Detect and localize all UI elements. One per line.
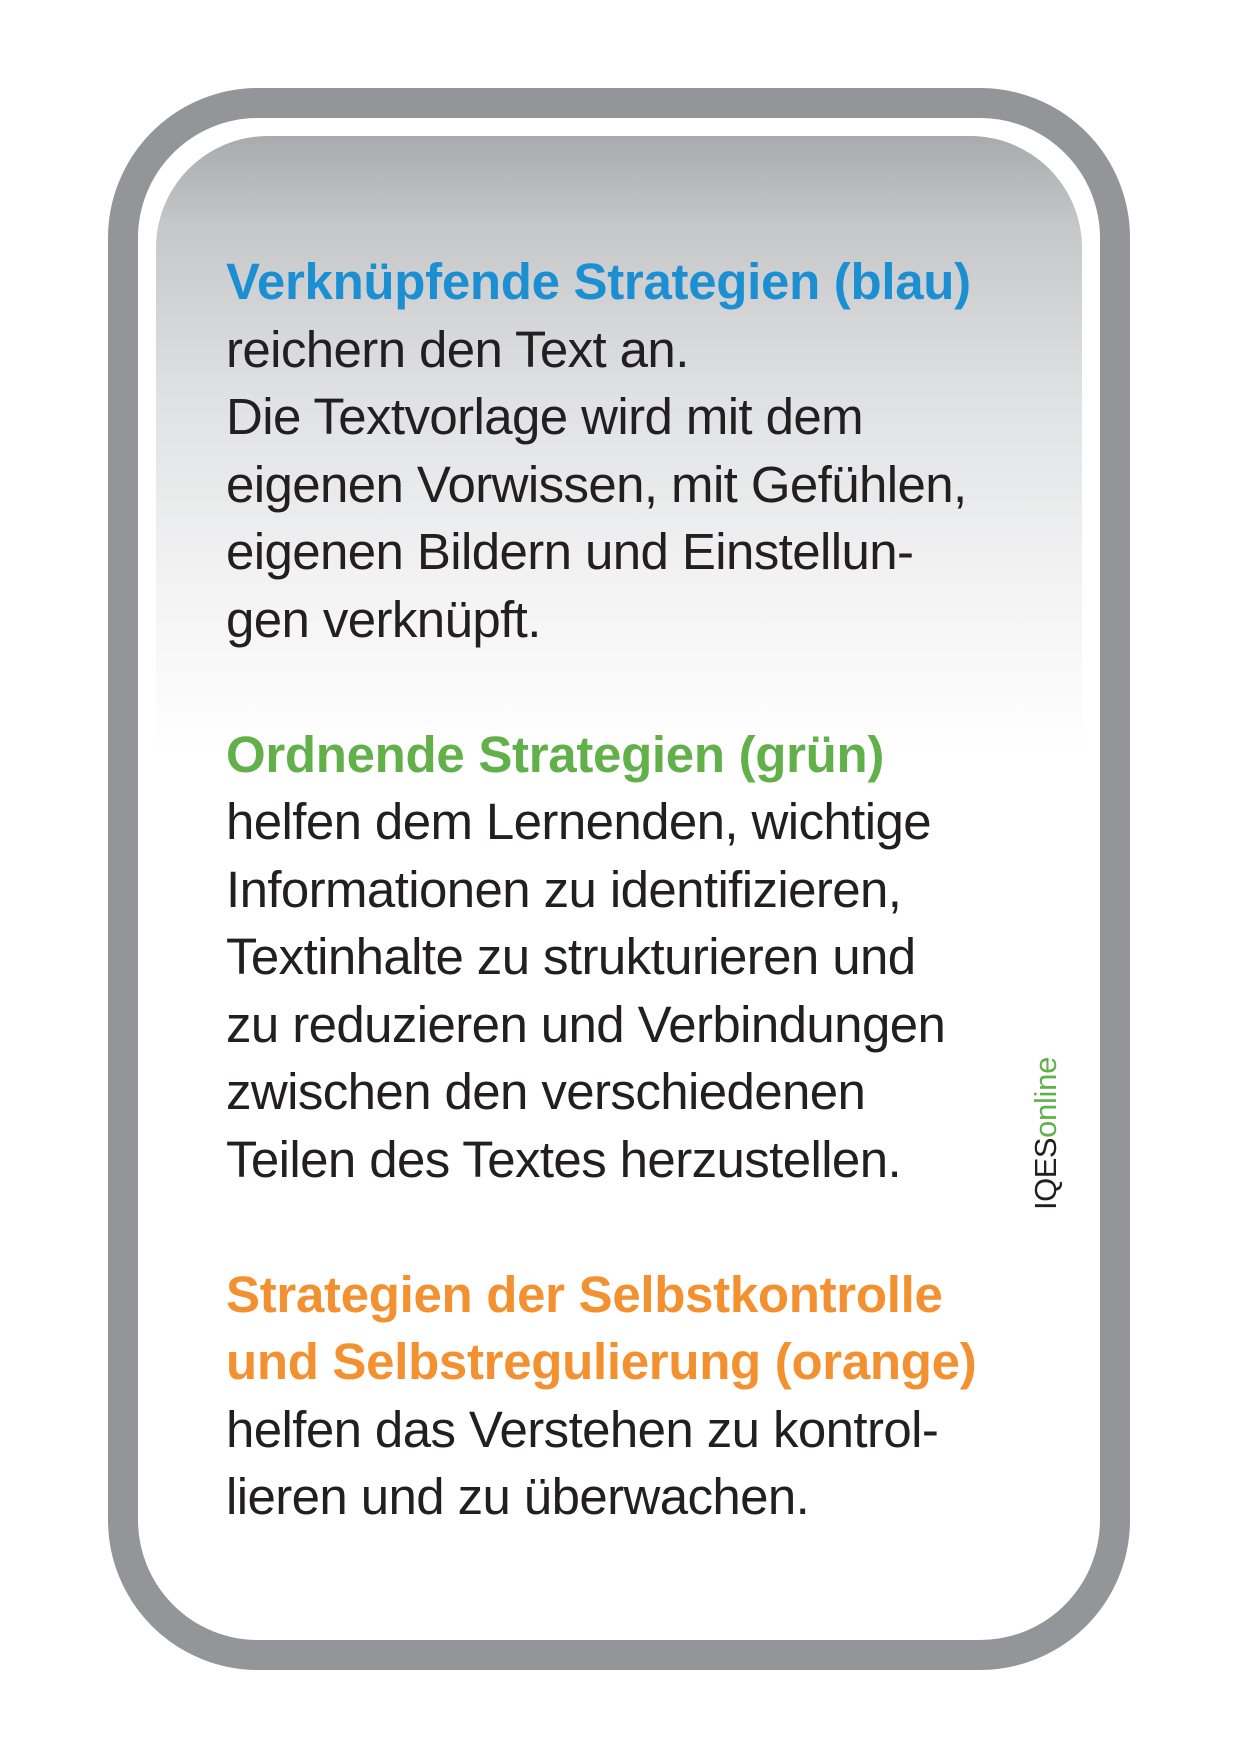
section-text-line: Teilen des Textes herzustellen.: [226, 1130, 902, 1188]
section-text-line: zu reduzieren und Verbindungen: [226, 995, 946, 1053]
section-heading-blue: Verknüpfende Strategien (blau): [226, 253, 971, 310]
section-text-line: Informationen zu identifizieren,: [226, 860, 902, 918]
section-heading-orange: Strategien der Selbstkontrolle: [226, 1265, 943, 1323]
section-text-line: Textinhalte zu strukturieren und: [226, 928, 916, 985]
section-heading-orange: und Selbstregulierung (orange): [226, 1333, 977, 1390]
section-ordering-strategies: [226, 721, 1026, 1194]
logo-online-text: online: [1028, 1056, 1063, 1138]
section-heading-green: Ordnende Strategien (grün): [226, 725, 885, 783]
card-content: [226, 248, 1026, 1598]
section-text-line: gen verknüpft.: [226, 590, 541, 648]
section-text-line: helfen dem Lernenden, wichtige: [226, 793, 931, 850]
section-text-line: eigenen Bildern und Einstellun-: [226, 523, 914, 580]
section-text-line: helfen das Verstehen zu kontrol-: [226, 1400, 939, 1458]
section-text-line: Die Textvorlage wird mit dem: [226, 388, 863, 445]
section-text-line: lieren und zu überwachen.: [226, 1468, 810, 1525]
section-text-line: zwischen den verschiedenen: [226, 1063, 866, 1120]
iqes-online-logo: [1030, 1057, 1061, 1210]
logo-iqes-text: IQES: [1028, 1137, 1063, 1210]
section-self-regulation-strategies: [226, 1261, 1026, 1531]
section-linking-strategies: [226, 248, 1026, 653]
section-text-line: reichern den Text an.: [226, 320, 689, 378]
section-text-line: eigenen Vorwissen, mit Gefühlen,: [226, 455, 967, 513]
